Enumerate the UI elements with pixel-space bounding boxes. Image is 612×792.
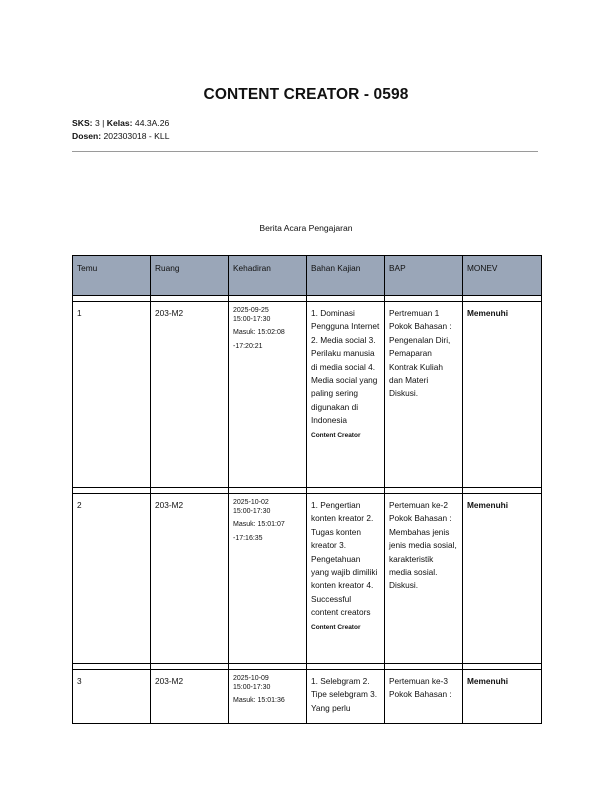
schedule-date: 2025-09-25 (233, 307, 269, 314)
dosen-label: Dosen: (72, 131, 102, 141)
cell-bap: Pertemuan ke-3 Pokok Bahasan : (385, 670, 463, 724)
document-title: CONTENT CREATOR - 0598 (203, 86, 409, 103)
schedule-time: 15:00-17:30 (233, 683, 271, 691)
cell-monev: Memenuhi (463, 670, 542, 724)
header-bap: BAP (385, 256, 463, 296)
check-out-time: -17:16:35 (233, 535, 263, 543)
check-in-time: Masuk: 15:02:08 (233, 329, 285, 337)
kelas-value: 44.3A.26 (134, 118, 170, 128)
cell-bahan-kajian (307, 670, 385, 724)
schedule-date: 2025-10-02 (233, 499, 269, 506)
course-tag: Content Creator (311, 431, 361, 439)
meta-separator: | (102, 118, 105, 128)
course-tag: Content Creator (311, 623, 361, 631)
kelas-label: Kelas: (106, 118, 133, 128)
check-in-time: Masuk: 15:01:07 (233, 521, 285, 529)
bahan-kajian-text: 1. Pengertian konten kreator 2. Tugas konten kreator 3. Pengetahuan yang wajib dimiliki konten kreator 4. Successful content creators (311, 500, 378, 618)
table-row (73, 302, 542, 488)
header-ruang: Ruang (151, 256, 229, 296)
schedule-time: 15:00-17:30 (233, 315, 271, 323)
schedule-time: 15:00-17:30 (233, 507, 271, 515)
schedule-date: 2025-10-09 (233, 675, 269, 682)
table-caption: Berita Acara Pengajaran (259, 223, 353, 233)
table-row (73, 670, 542, 724)
cell-monev: Memenuhi (463, 302, 542, 488)
cell-kehadiran (229, 670, 307, 724)
bahan-kajian-text: 1. Selebgram 2. Tipe selebgram 3. Yang perlu (311, 676, 378, 713)
course-meta-line (72, 118, 169, 129)
header-divider (72, 151, 538, 152)
cell-ruang: 203-M2 (151, 494, 229, 664)
dosen-value: 202303018 - KLL (103, 131, 170, 141)
bahan-kajian-text: 1. Dominasi Pengguna Internet 2. Media social 3. Perilaku manusia di media social 4. Media social yang paling sering digunakan di Indonesia (311, 308, 380, 426)
cell-bahan-kajian (307, 494, 385, 664)
cell-kehadiran (229, 494, 307, 664)
table-header-row (73, 256, 542, 296)
cell-bap: Pertremuan 1 Pokok Bahasan : Pengenalan Diri, Pemaparan Kontrak Kuliah dan Materi Diskusi. (385, 302, 463, 488)
cell-bahan-kajian (307, 302, 385, 488)
table-row (73, 494, 542, 664)
check-in-time: Masuk: 15:01:36 (233, 697, 285, 705)
header-monev: MONEV (463, 256, 542, 296)
cell-temu: 1 (73, 302, 151, 488)
cell-ruang: 203-M2 (151, 670, 229, 724)
cell-ruang: 203-M2 (151, 302, 229, 488)
header-temu: Temu (73, 256, 151, 296)
teaching-record-table (72, 255, 542, 724)
cell-temu: 3 (73, 670, 151, 724)
cell-bap: Pertemuan ke-2 Pokok Bahasan : Membahas jenis jenis media sosial, karakteristik media sosial. Diskusi. (385, 494, 463, 664)
cell-monev: Memenuhi (463, 494, 542, 664)
check-out-time: -17:20:21 (233, 343, 263, 351)
lecturer-meta-line (72, 131, 169, 142)
sks-label: SKS: (72, 118, 93, 128)
cell-temu: 2 (73, 494, 151, 664)
sks-value: 3 (94, 118, 100, 128)
header-bahan-kajian: Bahan Kajian (307, 256, 385, 296)
cell-kehadiran (229, 302, 307, 488)
header-kehadiran: Kehadiran (229, 256, 307, 296)
